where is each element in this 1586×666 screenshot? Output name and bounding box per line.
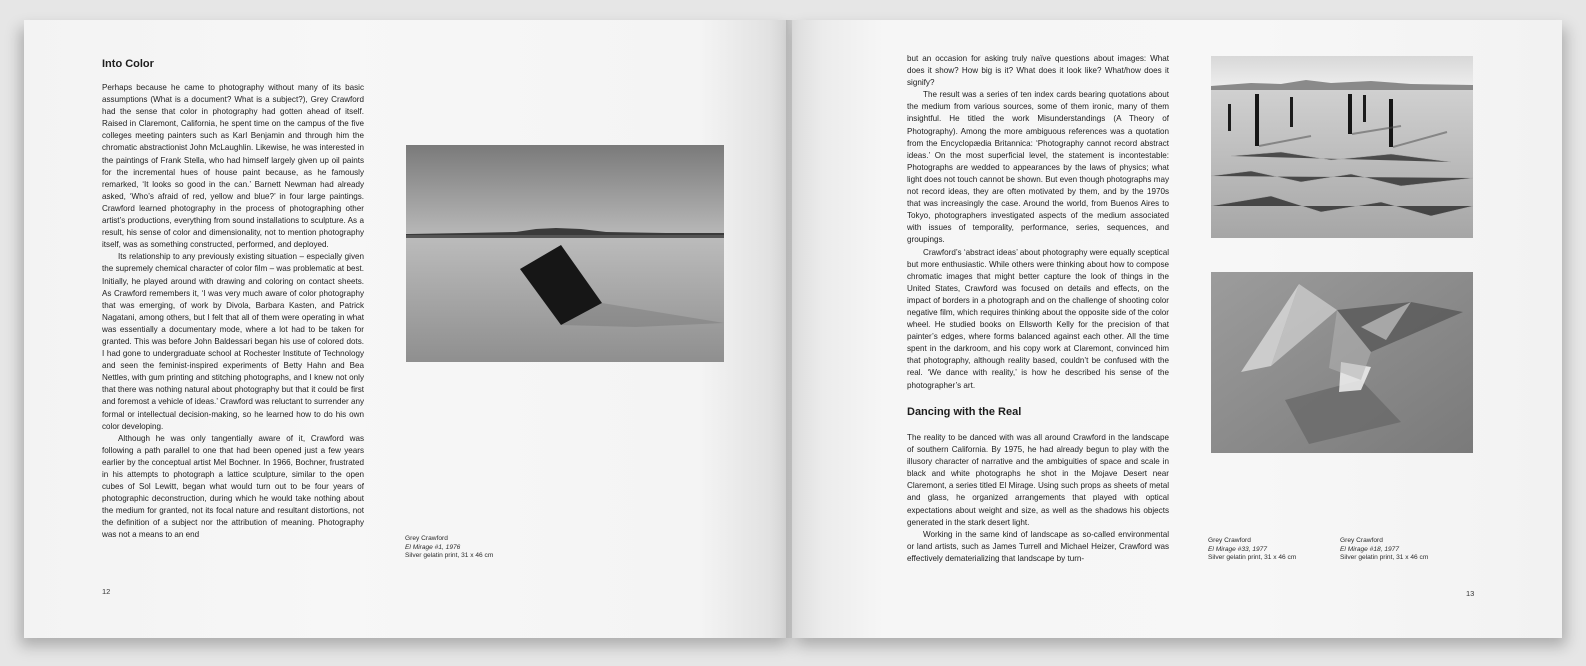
caption-artist: Grey Crawford: [1340, 537, 1383, 544]
paragraph: Working in the same kind of landscape as so-called environmental or land artists, such as James Turrell and Michael Heizer, Crawford was effectively dematerializing that landscape by turn-: [907, 529, 1169, 563]
left-text-column: [102, 82, 364, 542]
section-heading-into-color: Into Color: [102, 58, 154, 70]
photo-el-mirage-18: [1211, 272, 1473, 453]
caption-medium: Silver gelatin print, 31 x 46 cm: [1340, 554, 1429, 562]
paragraph: Crawford’s ‘abstract ideas’ about photography were equally sceptical but more enthusiastic. While others were thinking about how to compose chromatic images that might better capture the look of things in the United States, Crawford was focused on details and effects, on the impact of borders in a photograph and on the challenge of shooting color negative film, which requires thinking about the opposite side of the color wheel. He studied books on Ellsworth Kelly for the precision of that painter’s edges, where forms balanced against each other. All the time spent in the darkroom, and his copy work at Claremont, convinced him that photography, although reality based, couldn’t be confused with the real. ‘We dance with reality,’ is how he described his sense of the photographer’s art.: [907, 247, 1169, 390]
page-number: 13: [1466, 589, 1475, 598]
section-heading-dancing-with-the-real: Dancing with the Real: [907, 406, 1022, 418]
photo-caption-el-mirage-33: [1208, 537, 1296, 563]
caption-medium: Silver gelatin print, 31 x 46 cm: [1208, 554, 1297, 562]
caption-medium: Silver gelatin print, 31 x 46 cm: [405, 552, 494, 560]
caption-title: El Mirage #33, 1977: [1208, 545, 1268, 553]
paragraph: The result was a series of ten index cards bearing quotations about the medium from various sources, some of them ironic, many of them insightful. He titled the work Misunderstandings (A Theory of Photography). Among the more ambiguous references was a quotation from the Encyclopædia Britannica: ‘Photography cannot record abstract ideas.’ On the most superficial level, the statement is incontestable: Photographs are wedded to appearances by the laws of physics; what light does not touch cannot be shown. But even though photographs may not record ideas, they are often motivated by them, and by the 1970s that was increasingly the case. Around the world, from Buenos Aires to Tokyo, photographers investigated aspects of the medium associated with issues of temporality, performance, series, sequences, and groupings.: [907, 90, 1169, 245]
right-text-column-bottom: [907, 432, 1169, 565]
caption-artist: Grey Crawford: [405, 535, 448, 542]
caption-title: El Mirage #1, 1976: [405, 543, 461, 551]
left-page: [24, 20, 792, 638]
photo-el-mirage-33: [1211, 56, 1473, 238]
photo-caption-el-mirage-1: [405, 535, 493, 561]
paragraph: Its relationship to any previously existing situation – especially given the supremely chemical character of color film – was problematic at best. Initially, he played around with drawing and coloring on contact sheets. As Crawford remembers it, ‘I was very much aware of color photography that was emerging, of work by Divola, Barbara Kasten, and Patrick Nagatani, among others, but I felt that all of them were operating in what was essentially a documentary mode, where a lot had to be taken for granted. This was before John Baldessari began his use of colored dots. I had gone to undergraduate school at Rochester Institute of Technology and seen the feminist-inspired experiments of Betty Hahn and Bea Nettles, with gum printing and stitching photographs, and I knew not only that there was nothing natural about photography but that it could be first and foremost a vehicle of ideas.’ Crawford was reluctant to surrender any formal or intellectual decision-making, so he learned how to do his own color developing.: [102, 252, 364, 431]
paragraph: The reality to be danced with was all around Crawford in the landscape of southern California. By 1975, he had already begun to play with the illusory character of narrative and the ambiguities of space and scale in black and white photographs he shot in the Mojave Desert near Claremont, a series titled El Mirage. Using such props as sheets of metal and glass, he organized arrangements that played with optical expectations about weight and size, as well as the shadows his objects generated in the stark desert light.: [907, 433, 1169, 527]
page-number: 12: [102, 587, 111, 596]
desert-photo-image: [406, 145, 724, 362]
paragraph: Although he was only tangentially aware of it, Crawford was following a path parallel to one that had been opened just a few years earlier by the conceptual artist Mel Bochner. In 1966, Bochner, frustrated in his attempts to photograph a lattice sculpture, similar to the open cubes of Sol Lewitt, began what would turn out to be four years of photographic deconstruction, during which he would take nothing about the medium for granted, not its focal nature and resultant distortions, not the definition of a subject nor the attribution of meaning. Photography was not a means to an end: [102, 433, 364, 540]
paragraph: Perhaps because he came to photography without many of its basic assumptions (What is a document? What is a subject?), Grey Crawford had the sense that color in photography had gotten ahead of itself. Raised in Claremont, California, he spent time on the campus of the five colleges meeting painters such as Karl Benjamin and through him the chromatic abstractionist John McLaughlin. Likewise, he was interested in the paintings of Frank Stella, who had himself largely given up oil paints for the incremental hues of house paint because, as he famously remarked, ‘It looks so good in the can.’ Barnett Newman had already asked, ‘Who’s afraid of red, yellow and blue?’ in four large paintings. Crawford learned photography in the process of photographing other artist’s productions, everything from sound installations to sculpture. As a result, his sense of color and dimensionality, not to mention photography itself, was as something constructed, performed, and deployed.: [102, 83, 364, 250]
right-page: [792, 20, 1562, 638]
caption-title: El Mirage #18, 1977: [1340, 545, 1400, 553]
paragraph: but an occasion for asking truly naïve questions about images: What does it show? How big is it? What does it look like? What/how does it signify?: [907, 54, 1169, 88]
right-text-column-top: [907, 53, 1169, 392]
photo-el-mirage-1: [406, 145, 724, 362]
photo-caption-el-mirage-18: [1340, 537, 1428, 563]
caption-artist: Grey Crawford: [1208, 537, 1251, 544]
desert-posts-photo-image: [1211, 56, 1473, 238]
glass-sheets-photo-image: [1211, 272, 1473, 453]
